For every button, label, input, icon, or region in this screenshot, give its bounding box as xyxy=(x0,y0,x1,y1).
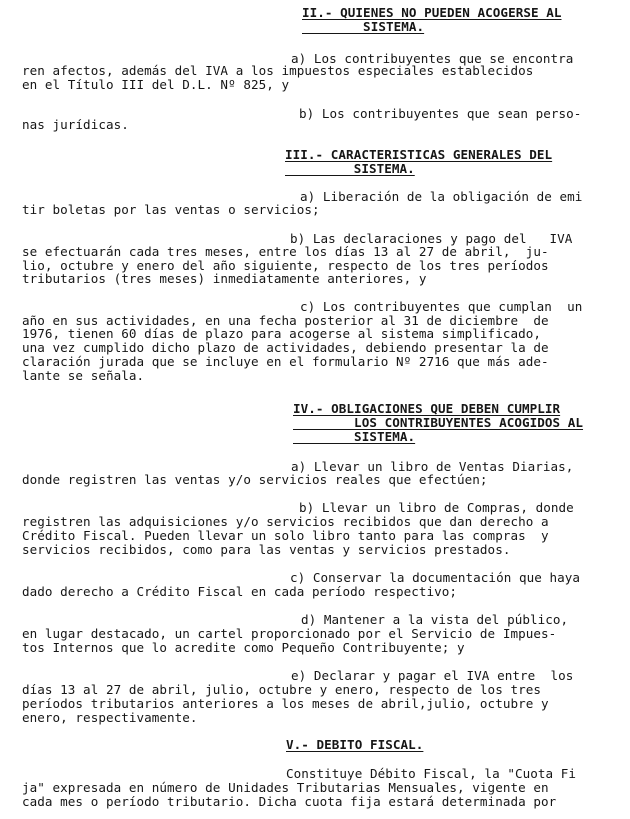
paragraph-line: lante se señala. xyxy=(22,368,145,383)
paragraph-line: períodos tributarios anteriores a los meses de abril,julio, octubre y xyxy=(22,696,549,711)
paragraph-line: d) Mantener a la vista del público, xyxy=(301,612,569,627)
paragraph-line: en el Título III del D.L. Nº 825, y xyxy=(22,77,290,92)
paragraph-line: Constituye Débito Fiscal, la "Cuota Fi xyxy=(286,766,577,781)
paragraph-line: b) Llevar un libro de Compras, donde xyxy=(299,500,574,515)
section-heading: II.- QUIENES NO PUEDEN ACOGERSE AL SISTEMA. xyxy=(302,5,562,34)
paragraph-line: ja" expresada en número de Unidades Tributarias Mensuales, vigente en xyxy=(22,780,549,795)
paragraph-line: 1976, tienen 60 días de plazo para acogerse al sistema simplificado, xyxy=(22,326,541,341)
paragraph-line: año en sus actividades, en una fecha posterior al 31 de diciembre de xyxy=(22,313,549,328)
paragraph-line: e) Declarar y pagar el IVA entre los xyxy=(291,668,574,683)
paragraph-line: una vez cumplido dicho plazo de actividades, debiendo presentar la de xyxy=(22,340,549,355)
paragraph-line: ren afectos, además del IVA a los impuestos especiales establecidos xyxy=(22,63,534,78)
paragraph-line: dado derecho a Crédito Fiscal en cada período respectivo; xyxy=(22,584,458,599)
paragraph-line: c) Los contribuyentes que cumplan un xyxy=(300,299,583,314)
paragraph-line: Crédito Fiscal. Pueden llevar un solo libro tanto para las compras y xyxy=(22,528,549,543)
paragraph-line: tos Internos que lo acredite como Pequeño Contribuyente; y xyxy=(22,640,465,655)
section-heading: V.- DEBITO FISCAL. xyxy=(286,737,424,752)
paragraph-line: días 13 al 27 de abril, julio, octubre y enero, respecto de los tres xyxy=(22,682,541,697)
paragraph-line: claración jurada que se incluye en el formulario Nº 2716 que más ade- xyxy=(22,354,549,369)
paragraph-line: en lugar destacado, un cartel proporcionado por el Servicio de Impues- xyxy=(22,626,557,641)
paragraph-line: se efectuarán cada tres meses, entre los días 13 al 27 de abril, ju- xyxy=(22,244,549,259)
section-heading: IV.- OBLIGACIONES QUE DEBEN CUMPLIR LOS CONTRIBUYENTES ACOGIDOS AL SISTEMA. xyxy=(293,401,584,444)
paragraph-line: b) Los contribuyentes que sean perso- xyxy=(299,106,582,121)
paragraph-line: cada mes o período tributario. Dicha cuota fija estará determinada por xyxy=(22,794,557,809)
section-heading: III.- CARACTERISTICAS GENERALES DEL SISTEMA. xyxy=(285,147,553,176)
paragraph-line: c) Conservar la documentación que haya xyxy=(290,570,581,585)
paragraph-line: nas jurídicas. xyxy=(22,117,129,132)
paragraph-line: tir boletas por las ventas o servicios; xyxy=(22,202,320,217)
paragraph-line: lio, octubre y enero del año siguiente, respecto de los tres períodos xyxy=(22,258,549,273)
paragraph-line: servicios recibidos, como para las ventas y servicios prestados. xyxy=(22,542,511,557)
paragraph-line: a) Liberación de la obligación de emi xyxy=(300,189,583,204)
paragraph-line: a) Los contribuyentes que se encontra xyxy=(291,51,574,66)
paragraph-line: a) Llevar un libro de Ventas Diarias, xyxy=(291,459,574,474)
paragraph-line: registren las adquisiciones y/o servicios recibidos que dan derecho a xyxy=(22,514,549,529)
paragraph-line: b) Las declaraciones y pago del IVA xyxy=(290,231,573,246)
paragraph-line: enero, respectivamente. xyxy=(22,710,198,725)
paragraph-line: tributarios (tres meses) inmediatamente anteriores, y xyxy=(22,271,427,286)
paragraph-line: donde registren las ventas y/o servicios reales que efectúen; xyxy=(22,472,488,487)
